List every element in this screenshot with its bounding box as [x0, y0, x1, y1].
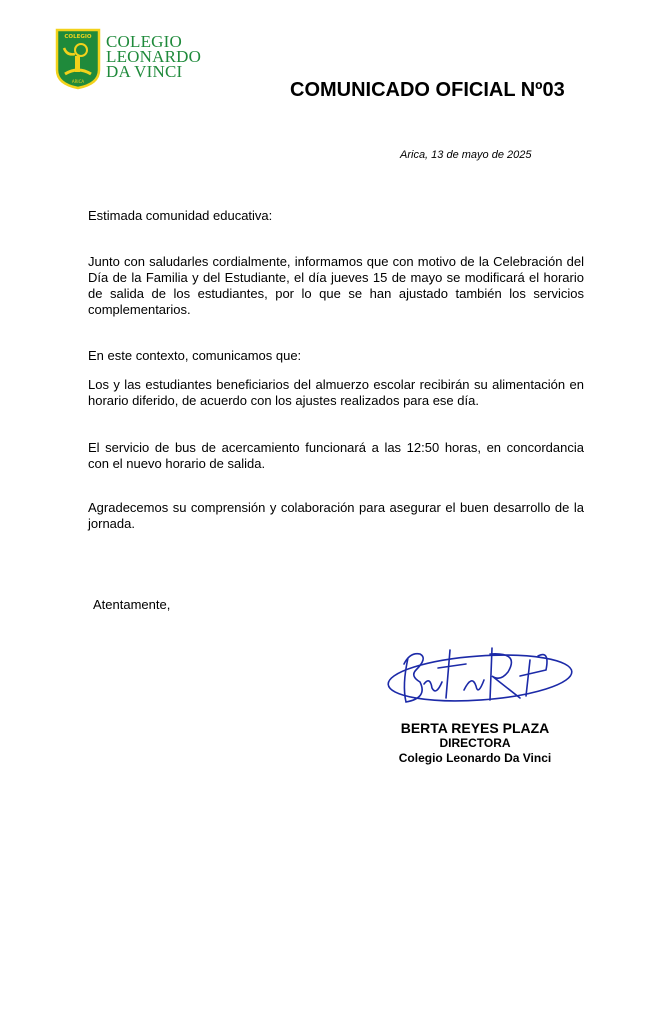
school-name-line: COLEGIO [106, 32, 182, 51]
paragraph-lunch: Los y las estudiantes beneficiarios del almuerzo escolar recibirán su alimentación en horario diferido, de acuerdo con los ajustes realizados para ese día. [88, 377, 584, 408]
logo-text: COLEGIO [64, 34, 92, 40]
paragraph-thanks: Agradecemos su comprensión y colaboración para asegurar el buen desarrollo de la jornada. [88, 500, 584, 531]
school-name-line: LEONARDO [106, 47, 202, 66]
signer-name: BERTA REYES PLAZA [400, 720, 550, 736]
logo-bottom-text: ARICA [71, 79, 85, 84]
signer-institution: Colegio Leonardo Da Vinci [398, 751, 552, 765]
signer-role: DIRECTORA [439, 736, 511, 750]
closing: Atentamente, [93, 597, 171, 612]
paragraph-bus: El servicio de bus de acercamiento funcionará a las 12:50 horas, en concordancia con el nuevo horario de salida. [88, 440, 584, 471]
school-name-line: DA VINCI [106, 62, 183, 81]
school-logo-icon [55, 28, 101, 90]
signature-block [380, 720, 570, 766]
school-name [106, 34, 201, 79]
signature-image [380, 640, 580, 720]
document-date: Arica, 13 de mayo de 2025 [400, 149, 532, 161]
document-title: COMUNICADO OFICIAL Nº03 [290, 79, 565, 101]
paragraph-intro: Junto con saludarles cordialmente, informamos que con motivo de la Celebración del Día de la Familia y del Estudiante, el día jueves 15 de mayo se modificará el horario de salida de los estudiantes, por lo que se han ajustado también los servicios complementarios. [88, 254, 584, 317]
paragraph-context: En este contexto, comunicamos que: [88, 348, 302, 363]
greeting: Estimada comunidad educativa: [88, 208, 273, 223]
